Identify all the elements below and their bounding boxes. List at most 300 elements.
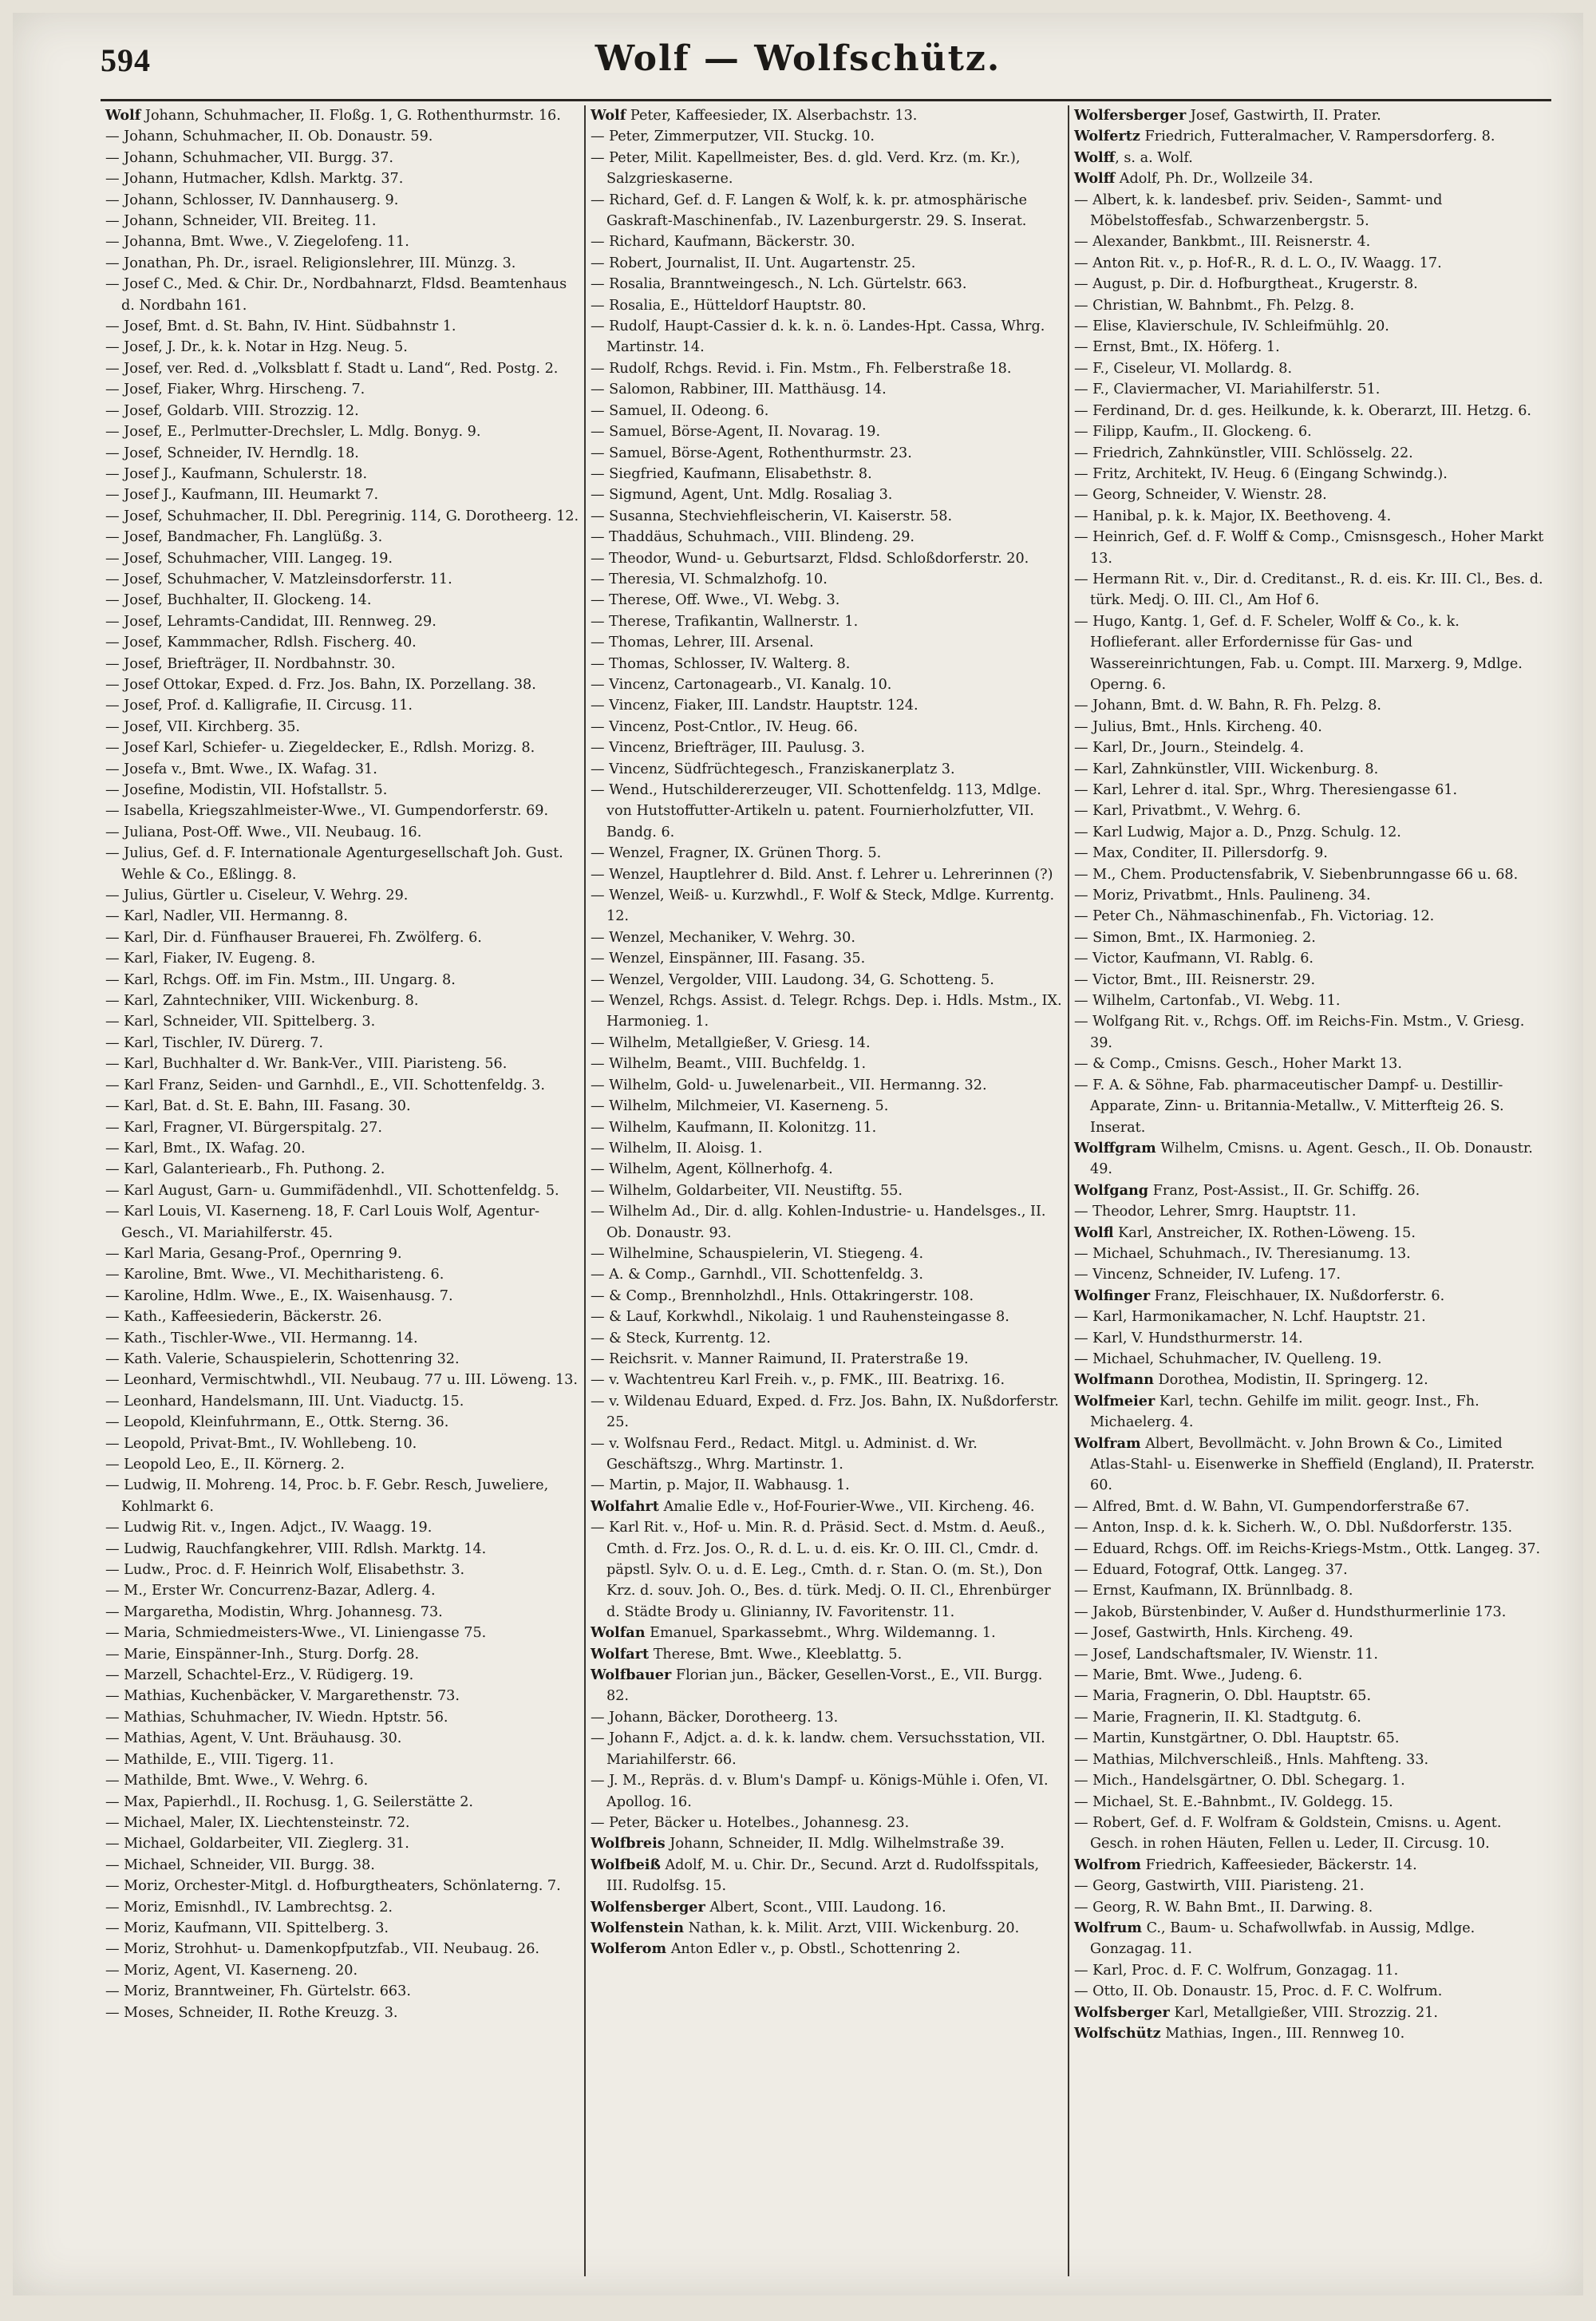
directory-entry bbox=[591, 1286, 1063, 1307]
entry-text: — Max, Papierhdl., II. Rochusg. 1, G. Seilerstätte 2. bbox=[105, 1793, 474, 1810]
entry-text: — Wilhelm, Beamt., VIII. Buchfeldg. 1. bbox=[591, 1056, 867, 1073]
directory-entry bbox=[591, 484, 1063, 505]
entry-text: — Vincenz, Fiaker, III. Landstr. Hauptstr. 124. bbox=[591, 698, 918, 714]
entry-text: — Thomas, Lehrer, III. Arsenal. bbox=[591, 635, 814, 651]
directory-entry bbox=[1074, 970, 1547, 990]
directory-entry bbox=[1074, 1054, 1547, 1074]
entry-text: — Wilhelm, Agent, Köllnerhofg. 4. bbox=[591, 1161, 833, 1178]
entry-text: — Leonhard, Handelsmann, III. Unt. Viaductg. 15. bbox=[105, 1393, 464, 1410]
entry-text: — Julius, Gef. d. F. Internationale Agenturgesellschaft Joh. Gust. Wehle & Co., Eßlingg. 8. bbox=[105, 845, 563, 883]
entry-surname: Wolfenstein bbox=[591, 1919, 684, 1936]
page-header bbox=[13, 13, 1583, 101]
directory-entry bbox=[105, 590, 579, 611]
directory-entry bbox=[591, 717, 1063, 737]
directory-entry bbox=[591, 843, 1063, 864]
entry-text: Adolf, M. u. Chir. Dr., Secund. Arzt d. Rudolfsspitals, III. Rudolfsg. 15. bbox=[606, 1856, 1040, 1895]
entry-text: — Karl Louis, VI. Kaserneng. 18, F. Carl Louis Wolf, Agentur-Gesch., VI. Mariahilferstr. 45. bbox=[105, 1204, 540, 1241]
entry-surname: Wolff bbox=[1074, 148, 1116, 166]
directory-entry bbox=[105, 231, 579, 252]
entry-text: — Ernst, Bmt., IX. Höferg. 1. bbox=[1074, 339, 1280, 356]
directory-entry bbox=[105, 1033, 579, 1054]
directory-entry bbox=[591, 1855, 1063, 1897]
directory-entry bbox=[591, 1497, 1063, 1517]
entry-surname: Wolfrum bbox=[1074, 1919, 1142, 1936]
entry-text: — Rosalia, Branntweingesch., N. Lch. Gürtelstr. 663. bbox=[591, 276, 967, 293]
entry-text: — Juliana, Post-Off. Wwe., VII. Neubaug. 16. bbox=[105, 824, 422, 840]
directory-entry bbox=[591, 1054, 1063, 1074]
directory-entry bbox=[1074, 358, 1547, 379]
directory-entry bbox=[1074, 337, 1547, 358]
directory-entry bbox=[1074, 1223, 1547, 1244]
directory-entry bbox=[591, 1180, 1063, 1201]
directory-entry bbox=[1074, 1707, 1547, 1728]
directory-entry bbox=[105, 1644, 579, 1665]
directory-entry bbox=[591, 316, 1063, 358]
directory-entry bbox=[105, 401, 579, 421]
entry-text: — Thaddäus, Schuhmach., VIII. Blindeng. 29. bbox=[591, 529, 915, 546]
directory-entry bbox=[591, 126, 1063, 147]
entry-surname: Wolfl bbox=[1074, 1224, 1114, 1241]
entry-text: — Josef, Fiaker, Whrg. Hirscheng. 7. bbox=[105, 382, 365, 398]
entry-text: — Hanibal, p. k. k. Major, IX. Beethoveng. 4. bbox=[1074, 508, 1392, 524]
directory-entry bbox=[105, 1707, 579, 1728]
entry-text: — Karl, Harmonikamacher, N. Lchf. Hauptstr. 21. bbox=[1074, 1309, 1426, 1326]
entry-text: — Salomon, Rabbiner, III. Matthäusg. 14. bbox=[591, 382, 887, 398]
entry-text: — Michael, Maler, IX. Liechtensteinstr. 72. bbox=[105, 1814, 410, 1831]
directory-entry bbox=[105, 695, 579, 716]
directory-entry bbox=[591, 1370, 1063, 1390]
directory-entry bbox=[105, 1855, 579, 1876]
directory-entry bbox=[1074, 190, 1547, 232]
entry-text: — Wilhelm, II. Aloisg. 1. bbox=[591, 1140, 763, 1157]
directory-entry bbox=[591, 695, 1063, 716]
entry-text: — Ernst, Kaufmann, IX. Brünnlbadg. 8. bbox=[1074, 1583, 1353, 1599]
directory-entry bbox=[105, 906, 579, 927]
entry-text: — Moriz, Kaufmann, VII. Spittelberg. 3. bbox=[105, 1920, 389, 1936]
entry-text: — Martin, p. Major, II. Wabhausg. 1. bbox=[591, 1477, 850, 1494]
entry-text: — Karl, Fragner, VI. Bürgerspitalg. 27. bbox=[105, 1119, 382, 1136]
entry-text: — Josef, Schuhmacher, VIII. Langeg. 19. bbox=[105, 550, 393, 567]
entry-text: — J. M., Repräs. d. v. Blum's Dampf- u. Königs-Mühle i. Ofen, VI. Apollog. 16. bbox=[591, 1773, 1049, 1810]
entry-text: — Moriz, Emisnhdl., IV. Lambrechtsg. 2. bbox=[105, 1899, 393, 1916]
directory-entry bbox=[105, 190, 579, 211]
directory-entry bbox=[591, 864, 1063, 885]
directory-entry bbox=[1074, 316, 1547, 337]
entry-text: — Peter Ch., Nähmaschinenfab., Fh. Victoriag. 12. bbox=[1074, 908, 1435, 925]
directory-entry bbox=[105, 1075, 579, 1096]
directory-entry bbox=[105, 927, 579, 948]
entry-text: — Marie, Bmt. Wwe., Judeng. 6. bbox=[1074, 1667, 1303, 1684]
entry-text: — Theresia, VI. Schmalzhofg. 10. bbox=[591, 571, 828, 587]
directory-entry bbox=[591, 1244, 1063, 1264]
entry-text: — Sigmund, Agent, Unt. Mdlg. Rosaliag 3. bbox=[591, 487, 893, 504]
entry-text: — Josef J., Kaufmann, III. Heumarkt 7. bbox=[105, 487, 379, 504]
directory-entry bbox=[591, 231, 1063, 252]
directory-entry bbox=[591, 611, 1063, 632]
entry-text: — Wilhelm, Cartonfab., VI. Webg. 11. bbox=[1074, 993, 1341, 1010]
entry-text: — Johann, Schuhmacher, VII. Burgg. 37. bbox=[105, 149, 393, 166]
entry-text: — Wenzel, Mechaniker, V. Wehrg. 30. bbox=[591, 929, 855, 946]
directory-entry bbox=[591, 105, 1063, 126]
directory-entry bbox=[1074, 822, 1547, 843]
entry-text: — Josef, Schneider, IV. Herndlg. 18. bbox=[105, 445, 359, 461]
entry-text: — Robert, Journalist, II. Unt. Augartenstr. 25. bbox=[591, 255, 916, 271]
directory-entry bbox=[105, 717, 579, 737]
directory-entry bbox=[1074, 484, 1547, 505]
entry-text: — Eduard, Fotograf, Ottk. Langeg. 37. bbox=[1074, 1562, 1348, 1579]
directory-entry bbox=[591, 927, 1063, 948]
entry-text: — Mathias, Agent, V. Unt. Bräuhausg. 30. bbox=[105, 1730, 402, 1747]
entry-text: — Maria, Schmiedmeisters-Wwe., VI. Liniengasse 75. bbox=[105, 1625, 487, 1642]
directory-entry bbox=[1074, 1580, 1547, 1601]
entry-text: — Karl August, Garn- u. Gummifädenhdl., VII. Schottenfeldg. 5. bbox=[105, 1182, 559, 1199]
directory-entry bbox=[105, 737, 579, 758]
directory-entry bbox=[105, 337, 579, 358]
directory-entry bbox=[591, 1075, 1063, 1096]
directory-entry bbox=[105, 1623, 579, 1643]
entry-text: — Georg, R. W. Bahn Bmt., II. Darwing. 8. bbox=[1074, 1899, 1373, 1916]
directory-entry bbox=[591, 148, 1063, 190]
directory-entry bbox=[105, 632, 579, 653]
directory-entry bbox=[1074, 569, 1547, 611]
directory-entry bbox=[105, 822, 579, 843]
directory-entry bbox=[105, 1792, 579, 1813]
directory-entry bbox=[1074, 253, 1547, 274]
entry-text: Friedrich, Kaffeesieder, Bäckerstr. 14. bbox=[1140, 1856, 1417, 1873]
directory-entry bbox=[1074, 695, 1547, 716]
directory-entry bbox=[1074, 527, 1547, 569]
directory-entry bbox=[105, 674, 579, 695]
directory-entry bbox=[105, 1939, 579, 1959]
entry-text: — Moriz, Strohhut- u. Damenkopfputzfab., VII. Neubaug. 26. bbox=[105, 1941, 539, 1958]
entry-text: Franz, Post-Assist., II. Gr. Schiffg. 26. bbox=[1148, 1182, 1420, 1199]
entry-text: — Karl, Zahntechniker, VIII. Wickenburg. 8. bbox=[105, 993, 419, 1010]
entry-text: — Karl, Lehrer d. ital. Spr., Whrg. Theresiengasse 61. bbox=[1074, 782, 1458, 798]
entry-text: — Johann, Bäcker, Dorotheerg. 13. bbox=[591, 1709, 839, 1726]
entry-text: Anton Edler v., p. Obstl., Schottenring 2. bbox=[666, 1941, 961, 1958]
entry-text: Adolf, Ph. Dr., Wollzeile 34. bbox=[1115, 171, 1314, 188]
entry-text: Wilhelm, Cmisns. u. Agent. Gesch., II. Ob. Donaustr. 49. bbox=[1090, 1140, 1533, 1178]
entry-text: — Jakob, Bürstenbinder, V. Außer d. Hundsthurmerlinie 173. bbox=[1074, 1603, 1507, 1620]
directory-entry bbox=[591, 885, 1063, 927]
directory-entry bbox=[105, 1454, 579, 1475]
directory-entry bbox=[105, 1833, 579, 1854]
entry-surname: Wolfan bbox=[591, 1624, 646, 1642]
entry-text: — Ludwig, II. Mohreng. 14, Proc. b. F. Gebr. Resch, Juweliere, Kohlmarkt 6. bbox=[105, 1477, 549, 1515]
entry-text: — Ludwig, Rauchfangkehrer, VIII. Rdlsh. Marktg. 14. bbox=[105, 1540, 487, 1557]
entry-surname: Wolfart bbox=[591, 1645, 650, 1663]
directory-entry bbox=[591, 421, 1063, 442]
directory-entry bbox=[1074, 1855, 1547, 1876]
entry-surname: Wolfgang bbox=[1074, 1181, 1149, 1199]
entry-text: — Wenzel, Rchgs. Assist. d. Telegr. Rchgs. Dep. i. Hdls. Mstm., IX. Harmonieg. 1. bbox=[591, 993, 1062, 1030]
directory-entry bbox=[105, 1770, 579, 1791]
entry-text: — Karl, Privatbmt., V. Wehrg. 6. bbox=[1074, 803, 1302, 820]
entry-text: Johann, Schneider, II. Mdlg. Wilhelmstraße 39. bbox=[665, 1836, 1005, 1852]
directory-entry bbox=[591, 780, 1063, 843]
entry-surname: Wolfschütz bbox=[1074, 2024, 1161, 2042]
entry-text: — Fritz, Architekt, IV. Heug. 6 (Eingang Schwindg.). bbox=[1074, 465, 1448, 482]
entry-text: — Mathias, Schuhmacher, IV. Wiedn. Hptstr. 56. bbox=[105, 1709, 448, 1726]
directory-entry bbox=[1074, 443, 1547, 464]
entry-text: Karl, Metallgießer, VIII. Strozzig. 21. bbox=[1169, 2004, 1439, 2021]
entry-text: — Josef, VII. Kirchberg. 35. bbox=[105, 718, 301, 735]
entry-surname: Wolferom bbox=[591, 1940, 667, 1958]
entry-text: — Leopold Leo, E., II. Körnerg. 2. bbox=[105, 1457, 345, 1473]
entry-text: — Josef, Kammmacher, Rdlsh. Fischerg. 40. bbox=[105, 635, 417, 651]
entry-text: — Victor, Kaufmann, VI. Rablg. 6. bbox=[1074, 951, 1314, 967]
entry-text: — Vincenz, Briefträger, III. Paulusg. 3. bbox=[591, 740, 865, 757]
directory-entry bbox=[105, 2003, 579, 2023]
entry-text: — Theodor, Lehrer, Smrg. Hauptstr. 11. bbox=[1074, 1204, 1357, 1220]
entry-text: — Wenzel, Vergolder, VIII. Laudong. 34, G. Schotteng. 5. bbox=[591, 971, 994, 988]
directory-entry bbox=[105, 1201, 579, 1244]
entry-text: — Julius, Bmt., Hnls. Kircheng. 40. bbox=[1074, 718, 1322, 735]
entry-text: — F., Claviermacher, VI. Mariahilferstr. 51. bbox=[1074, 382, 1381, 398]
directory-entry bbox=[105, 1475, 579, 1517]
directory-entry bbox=[105, 1918, 579, 1939]
entry-text: — Mathilde, Bmt. Wwe., V. Wehrg. 6. bbox=[105, 1773, 369, 1789]
directory-entry bbox=[1074, 1644, 1547, 1665]
entry-surname: Wolfinger bbox=[1074, 1287, 1151, 1304]
entry-text: — Isabella, Kriegszahlmeister-Wwe., VI. Gumpendorferstr. 69. bbox=[105, 803, 549, 820]
entry-text: Therese, Bmt. Wwe., Kleeblattg. 5. bbox=[649, 1646, 903, 1663]
entry-text: — M., Chem. Productensfabrik, V. Siebenbrunngasse 66 u. 68. bbox=[1074, 866, 1519, 883]
directory-entry bbox=[1074, 990, 1547, 1011]
directory-entry bbox=[105, 527, 579, 548]
directory-entry bbox=[1074, 906, 1547, 927]
entry-text: — Johann, Hutmacher, Kdlsh. Marktg. 37. bbox=[105, 171, 404, 188]
entry-text: — Josef, Gastwirth, Hnls. Kircheng. 49. bbox=[1074, 1625, 1353, 1642]
directory-entry bbox=[1074, 759, 1547, 780]
directory-entry bbox=[591, 1728, 1063, 1770]
directory-entry bbox=[105, 1960, 579, 1981]
entry-surname: Wolfmeier bbox=[1074, 1392, 1156, 1410]
directory-entry bbox=[1074, 885, 1547, 906]
entry-surname: Wolfbreis bbox=[591, 1835, 666, 1852]
entry-text: — Eduard, Rchgs. Off. im Reichs-Kriegs-Mstm., Ottk. Langeg. 37. bbox=[1074, 1540, 1541, 1557]
directory-entry bbox=[1074, 105, 1547, 126]
entry-text: — Anton, Insp. d. k. k. Sicherh. W., O. Dbl. Nußdorferstr. 135. bbox=[1074, 1520, 1513, 1536]
directory-entry bbox=[105, 569, 579, 590]
running-title: Wolf — Wolfschütz. bbox=[595, 38, 1001, 79]
entry-text: — Johann, Schneider, VII. Breiteg. 11. bbox=[105, 213, 377, 230]
directory-entry bbox=[591, 1264, 1063, 1285]
directory-entry bbox=[105, 1159, 579, 1180]
entry-text: — Filipp, Kaufm., II. Glockeng. 6. bbox=[1074, 424, 1312, 441]
entry-text: — Maria, Fragnerin, O. Dbl. Hauptstr. 65. bbox=[1074, 1688, 1372, 1705]
directory-entry bbox=[105, 759, 579, 780]
entry-text: — Wilhelm, Goldarbeiter, VII. Neustiftg. 55. bbox=[591, 1182, 903, 1199]
entry-text: — Rudolf, Rchgs. Revid. i. Fin. Mstm., Fh. Felberstraße 18. bbox=[591, 360, 1012, 377]
entry-text: — Johann, Schlosser, IV. Dannhauserg. 9. bbox=[105, 192, 399, 208]
entry-text: — Wend., Hutschildererzeuger, VII. Schottenfeldg. 113, Mdlge. von Hutstoffutter-Artikeln u. patent. Fournierholzfutter, VII. Bandg. 6. bbox=[591, 782, 1041, 840]
entry-text: — Simon, Bmt., IX. Harmonieg. 2. bbox=[1074, 929, 1316, 946]
directory-entry bbox=[1074, 1918, 1547, 1960]
entry-text: Florian jun., Bäcker, Gesellen-Vorst., E., VII. Burgg. 82. bbox=[606, 1667, 1043, 1705]
entry-text: C., Baum- u. Schafwollwfab. in Aussig, Mdlge. Gonzagag. 11. bbox=[1090, 1920, 1476, 1958]
entry-text: — Mathias, Kuchenbäcker, V. Margarethenstr. 73. bbox=[105, 1688, 460, 1705]
entry-text: — Wilhelm Ad., Dir. d. allg. Kohlen-Industrie- u. Handelsges., II. Ob. Donaustr. 93. bbox=[591, 1204, 1046, 1241]
directory-entry bbox=[591, 654, 1063, 674]
entry-surname: Wolf bbox=[591, 107, 626, 124]
directory-entry bbox=[591, 464, 1063, 484]
directory-entry bbox=[105, 548, 579, 569]
entry-text: — Karl, Rchgs. Off. im Fin. Mstm., III. Ungarg. 8. bbox=[105, 971, 456, 988]
entry-text: — Michael, Goldarbeiter, VII. Zieglerg. 31. bbox=[105, 1836, 409, 1852]
entry-text: , s. a. Wolf. bbox=[1115, 149, 1193, 166]
entry-text: — Johann, Bmt. d. W. Bahn, R. Fh. Pelzg. 8. bbox=[1074, 698, 1382, 714]
entry-text: Mathias, Ingen., III. Rennweg 10. bbox=[1160, 2025, 1405, 2042]
directory-entry bbox=[105, 1391, 579, 1412]
directory-entry bbox=[105, 1433, 579, 1454]
directory-entry bbox=[591, 253, 1063, 274]
directory-entry bbox=[1074, 737, 1547, 758]
directory-entry bbox=[105, 1517, 579, 1538]
directory-entry bbox=[105, 801, 579, 821]
entry-text: — & Comp., Cmisns. Gesch., Hoher Markt 13. bbox=[1074, 1056, 1402, 1073]
directory-entry bbox=[591, 1391, 1063, 1433]
directory-entry bbox=[591, 274, 1063, 295]
header-rule bbox=[101, 99, 1551, 101]
directory-entry bbox=[105, 1011, 579, 1032]
directory-entry bbox=[1074, 1307, 1547, 1327]
directory-entry bbox=[591, 527, 1063, 548]
entry-text: — Alfred, Bmt. d. W. Bahn, VI. Gumpendorferstraße 67. bbox=[1074, 1498, 1470, 1515]
directory-entry bbox=[105, 506, 579, 527]
directory-entry bbox=[591, 1307, 1063, 1327]
entry-text: — Josef, Prof. d. Kalligrafie, II. Circusg. 11. bbox=[105, 698, 413, 714]
directory-entry bbox=[591, 1517, 1063, 1623]
entry-surname: Wolfertz bbox=[1074, 128, 1140, 145]
directory-entry bbox=[105, 316, 579, 337]
directory-entry bbox=[105, 1138, 579, 1159]
entry-text: — Anton Rit. v., p. Hof-R., R. d. L. O., IV. Waagg. 17. bbox=[1074, 255, 1442, 271]
entry-text: — Karl, Buchhalter d. Wr. Bank-Ver., VIII. Piaristeng. 56. bbox=[105, 1056, 508, 1073]
directory-entry bbox=[105, 1096, 579, 1117]
entry-text: — Therese, Off. Wwe., VI. Webg. 3. bbox=[591, 592, 840, 609]
directory-entry bbox=[105, 484, 579, 505]
entry-text: — Josef, E., Perlmutter-Drechsler, L. Mdlg. Bonyg. 9. bbox=[105, 424, 481, 441]
entry-text: — Josef, Schuhmacher, V. Matzleinsdorferstr. 11. bbox=[105, 571, 452, 587]
directory-entry bbox=[1074, 1960, 1547, 1981]
entry-text: — Josefa v., Bmt. Wwe., IX. Wafag. 31. bbox=[105, 761, 377, 777]
entry-text: — Leopold, Privat-Bmt., IV. Wohllebeng. 10. bbox=[105, 1435, 417, 1452]
entry-text: — A. & Comp., Garnhdl., VII. Schottenfeldg. 3. bbox=[591, 1267, 923, 1283]
entry-text: — Johanna, Bmt. Wwe., V. Ziegelofeng. 11. bbox=[105, 234, 409, 251]
directory-entry bbox=[105, 1370, 579, 1390]
directory-entry bbox=[591, 1328, 1063, 1349]
entry-text: — August, p. Dir. d. Hofburgtheat., Krugerstr. 8. bbox=[1074, 276, 1418, 293]
directory-entry bbox=[1074, 717, 1547, 737]
entry-text: — Josef, Lehramts-Candidat, III. Rennweg. 29. bbox=[105, 613, 437, 630]
entry-text: — Hugo, Kantg. 1, Gef. d. F. Scheler, Wolff & Co., k. k. Hoflieferant. aller Erfordernisse für Gas- und Wassereinrichtungen, Fab. u. Compt. III. Marxerg. 9, Mdlge. Operng. 6. bbox=[1074, 613, 1523, 693]
directory-entry bbox=[105, 274, 579, 316]
directory-entry bbox=[1074, 1981, 1547, 2002]
entry-text: Karl, Anstreicher, IX. Rothen-Löweng. 15. bbox=[1113, 1224, 1416, 1241]
column-1 bbox=[101, 105, 584, 2276]
directory-entry bbox=[1074, 421, 1547, 442]
entry-text: — Josef Ottokar, Exped. d. Frz. Jos. Bahn, IX. Porzellang. 38. bbox=[105, 676, 536, 693]
entry-surname: Wolfbauer bbox=[591, 1667, 672, 1684]
entry-text: — Christian, W. Bahnbmt., Fh. Pelzg. 8. bbox=[1074, 297, 1355, 314]
entry-text: — Theodor, Wund- u. Geburtsarzt, Fldsd. Schloßdorferstr. 20. bbox=[591, 550, 1029, 567]
directory-entry bbox=[1074, 148, 1547, 168]
entry-text: — Josef, Landschaftsmaler, IV. Wienstr. 11. bbox=[1074, 1646, 1378, 1663]
directory-entry bbox=[105, 1412, 579, 1433]
entry-text: — Reichsrit. v. Manner Raimund, II. Praterstraße 19. bbox=[591, 1350, 969, 1367]
entry-text: — & Comp., Brennholzhdl., Hnls. Ottakringerstr. 108. bbox=[591, 1287, 974, 1304]
directory-entry bbox=[105, 1307, 579, 1327]
entry-text: — Wilhelm, Gold- u. Juwelenarbeit., VII. Hermanng. 32. bbox=[591, 1077, 987, 1093]
entry-text: — Vincenz, Post-Cntlor., IV. Heug. 66. bbox=[591, 718, 858, 735]
entry-text: — Karl, Tischler, IV. Dürerg. 7. bbox=[105, 1034, 323, 1051]
entry-text: — Ludwig Rit. v., Ingen. Adjct., IV. Waagg. 19. bbox=[105, 1520, 433, 1536]
directory-entry bbox=[105, 1602, 579, 1623]
directory-entry bbox=[1074, 506, 1547, 527]
entry-text: — Marzell, Schachtel-Erz., V. Rüdigerg. 19. bbox=[105, 1667, 414, 1684]
directory-entry bbox=[591, 1201, 1063, 1244]
directory-entry bbox=[591, 737, 1063, 758]
entry-text: Friedrich, Futteralmacher, V. Rampersdorferg. 8. bbox=[1140, 129, 1495, 145]
entry-text: — Alexander, Bankbmt., III. Reisnerstr. 4. bbox=[1074, 234, 1371, 251]
directory-entry bbox=[1074, 1138, 1547, 1180]
entry-text: — Georg, Gastwirth, VIII. Piaristeng. 21. bbox=[1074, 1878, 1365, 1895]
entry-text: — & Lauf, Korkwhdl., Nikolaig. 1 und Rauhensteingasse 8. bbox=[591, 1309, 1009, 1326]
entry-text: Nathan, k. k. Milit. Arzt, VIII. Wickenburg. 20. bbox=[684, 1920, 1020, 1936]
entry-text: — Josef, Schuhmacher, II. Dbl. Peregrinig. 114, G. Dorotheerg. 12. bbox=[105, 508, 579, 524]
directory-entry bbox=[1074, 295, 1547, 316]
directory-entry bbox=[105, 990, 579, 1011]
entry-text: — Otto, II. Ob. Donaustr. 15, Proc. d. F. C. Wolfrum. bbox=[1074, 1983, 1443, 2000]
directory-entry bbox=[105, 253, 579, 274]
directory-entry bbox=[591, 759, 1063, 780]
directory-entry bbox=[1074, 2023, 1547, 2044]
entry-text: — Wilhelm, Metallgießer, V. Griesg. 14. bbox=[591, 1034, 871, 1051]
entry-text: — Karl, Bmt., IX. Wafag. 20. bbox=[105, 1140, 306, 1157]
entry-text: — Thomas, Schlosser, IV. Walterg. 8. bbox=[591, 655, 851, 672]
entry-surname: Wolffgram bbox=[1074, 1139, 1156, 1157]
entry-text: — Therese, Trafikantin, Wallnerstr. 1. bbox=[591, 613, 859, 630]
entry-text: — Peter, Bäcker u. Hotelbes., Johannesg. 23. bbox=[591, 1814, 910, 1831]
directory-entry bbox=[591, 1813, 1063, 1833]
directory-entry bbox=[591, 443, 1063, 464]
directory-entry bbox=[591, 1897, 1063, 1918]
directory-entry bbox=[1074, 1391, 1547, 1433]
entry-text: — F. A. & Söhne, Fab. pharmaceutischer Dampf- u. Destillir-Apparate, Zinn- u. Britannia-Metallw., V. Mitterfteig 26. S. Inserat. bbox=[1074, 1077, 1504, 1136]
entry-text: — v. Wildenau Eduard, Exped. d. Frz. Jos. Bahn, IX. Nußdorferstr. 25. bbox=[591, 1393, 1059, 1431]
directory-entry bbox=[591, 1138, 1063, 1159]
directory-entry bbox=[105, 1665, 579, 1686]
entry-text: Albert, Scont., VIII. Laudong. 16. bbox=[705, 1899, 946, 1916]
entry-text: — Max, Conditer, II. Pillersdorfg. 9. bbox=[1074, 845, 1328, 862]
entry-text: — Samuel, II. Odeong. 6. bbox=[591, 402, 769, 419]
entry-text: — Kath., Tischler-Wwe., VII. Hermanng. 14. bbox=[105, 1330, 418, 1346]
entry-text: — Kath., Kaffeesiederin, Bäckerstr. 26. bbox=[105, 1309, 382, 1326]
directory-entry bbox=[591, 1475, 1063, 1496]
entry-text: — Josef, Goldarb. VIII. Strozzig. 12. bbox=[105, 402, 359, 419]
directory-entry bbox=[591, 970, 1063, 990]
entry-text: — & Steck, Kurrentg. 12. bbox=[591, 1330, 771, 1346]
entry-text: — Marie, Fragnerin, II. Kl. Stadtgutg. 6. bbox=[1074, 1709, 1361, 1726]
entry-text: — Wilhelm, Kaufmann, II. Kolonitzg. 11. bbox=[591, 1119, 877, 1136]
entry-text: — Karl, Fiaker, IV. Eugeng. 8. bbox=[105, 951, 316, 967]
entry-text: — Karl Maria, Gesang-Prof., Opernring 9. bbox=[105, 1245, 402, 1262]
directory-entry bbox=[1074, 801, 1547, 821]
entry-text: — Moriz, Branntweiner, Fh. Gürtelstr. 663. bbox=[105, 1983, 411, 2000]
directory-entry bbox=[1074, 1497, 1547, 1517]
page-number: 594 bbox=[101, 42, 151, 78]
